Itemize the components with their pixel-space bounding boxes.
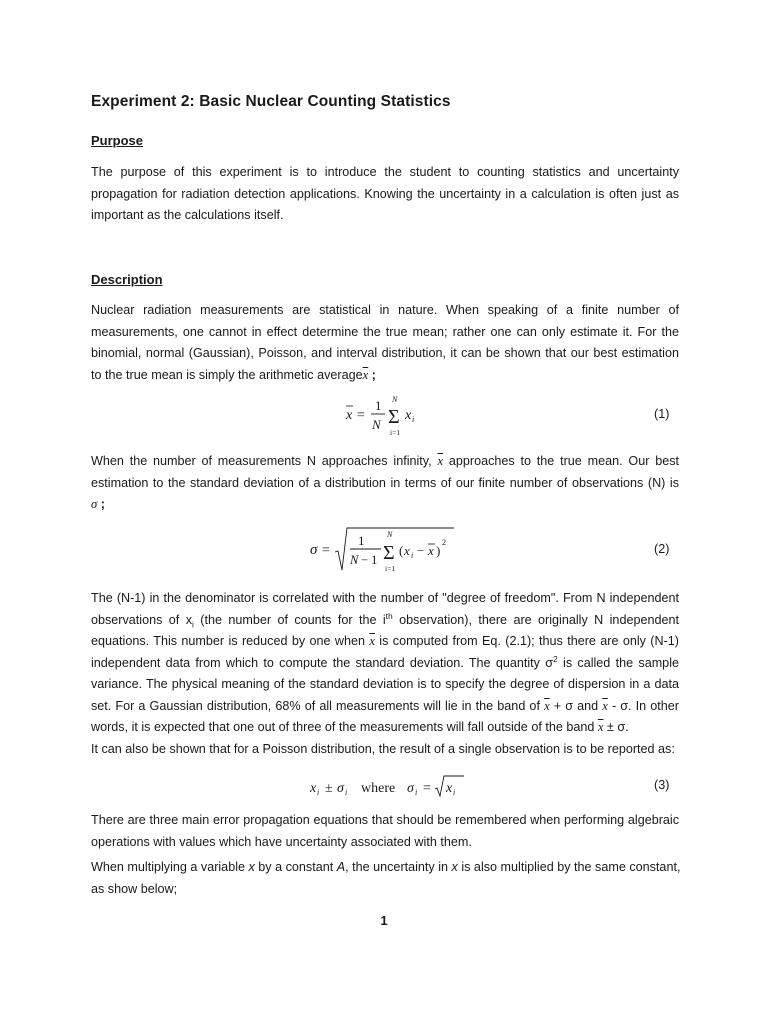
svg-text:i: i xyxy=(345,788,348,797)
description-line: There are three main error propagation equations that should be remembered when performing algebraic xyxy=(91,813,679,827)
svg-text:2: 2 xyxy=(442,538,446,547)
svg-text:i: i xyxy=(317,788,320,797)
description-line: binomial, normal (Gaussian), Poisson, and interval distribution, it can be shown that our best estimation xyxy=(91,346,679,360)
svg-text:σ: σ xyxy=(407,781,414,796)
equation-3-poisson xyxy=(306,772,466,802)
purpose-heading: Purpose xyxy=(91,133,144,148)
svg-text:=: = xyxy=(357,408,365,423)
description-paragraph-1 xyxy=(91,300,679,386)
xbar-symbol: $\overline{x}$ xyxy=(544,698,550,713)
svg-text:x: x xyxy=(405,408,412,423)
description-paragraph-2 xyxy=(91,451,679,516)
xbar-symbol: $\overline{x}$ xyxy=(369,634,375,648)
description-line: estimation to the standard deviation of a distribution in terms of our finite number of observations (N) is xyxy=(91,475,679,490)
equation-1-label: (1) xyxy=(654,407,670,421)
description-line: variance. The physical meaning of the standard deviation is to specify the degree of dispersion in a data xyxy=(91,677,679,691)
svg-text:N: N xyxy=(387,530,393,539)
purpose-paragraph xyxy=(91,162,679,227)
equation-2-label: (2) xyxy=(654,542,670,556)
svg-text:N: N xyxy=(372,417,381,432)
purpose-line: propagation for radiation detection applications. Knowing the uncertainty in a calculation is often just as xyxy=(91,186,679,201)
svg-text:1: 1 xyxy=(358,533,365,548)
xbar-symbol: $\overline{x}$ xyxy=(597,720,604,734)
description-line: independent data from which to compute the standard deviation. The quantity $\sigma^2$ is called the sample xyxy=(91,653,679,670)
description-line: Nuclear radiation measurements are statistical in nature. When speaking of a finite number of xyxy=(91,303,679,317)
description-paragraph-3 xyxy=(91,588,679,739)
svg-text:±: ± xyxy=(325,781,333,796)
xbar-symbol: $\overline{x}$ xyxy=(602,698,608,713)
svg-text:i: i xyxy=(415,788,418,797)
svg-text:− 1: − 1 xyxy=(361,553,378,567)
svg-text:=: = xyxy=(423,781,431,796)
description-line: measurements, one cannot in effect determine the true mean; rather one can only estimate it. For the xyxy=(91,324,679,339)
purpose-line: The purpose of this experiment is to introduce the student to counting statistics and uncertainty xyxy=(91,165,679,179)
svg-text:i: i xyxy=(412,415,415,424)
svg-text:−: − xyxy=(417,543,425,558)
svg-text:i=1: i=1 xyxy=(390,428,401,437)
xbar-symbol: $\overline{x}$ xyxy=(437,454,444,468)
description-line: σ ; xyxy=(91,497,105,511)
description-line: The (N-1) in the denominator is correlated with the number of "degree of freedom". From N independent xyxy=(91,591,679,605)
description-heading: Description xyxy=(91,272,163,287)
svg-text:σ: σ xyxy=(310,542,318,558)
description-line: When multiplying a variable x by a constant A, the uncertainty in x is also multiplied by the same constant, xyxy=(91,860,681,874)
svg-text:σ: σ xyxy=(337,781,344,796)
svg-text:x: x xyxy=(446,781,453,796)
svg-text:x: x xyxy=(310,781,317,796)
description-line: operations with values which have uncertainty associated with them. xyxy=(91,834,472,849)
svg-text:N: N xyxy=(350,553,359,567)
description-line: It can also be shown that for a Poisson distribution, the result of a single observation is to be reported as: xyxy=(91,742,675,756)
description-line: words, it is expected that one out of three of the measurements will fall outside of the band $\overline{x} \pm \sigma$. xyxy=(91,720,629,734)
description-line: set. For a Gaussian distribution, 68% of all measurements will lie in the band of $\overline{x} + \sigma$ and $\overline{x}$ - σ. In other xyxy=(91,698,679,713)
equation-1-mean xyxy=(340,390,430,438)
svg-text:(: ( xyxy=(399,543,404,558)
document-title: Experiment 2: Basic Nuclear Counting Statistics xyxy=(91,93,451,110)
svg-text:x: x xyxy=(428,543,434,558)
svg-text:x: x xyxy=(404,543,410,558)
svg-text:): ) xyxy=(436,543,441,558)
svg-text:N: N xyxy=(392,395,398,404)
sigma-symbol: σ xyxy=(91,497,98,511)
svg-text:where: where xyxy=(361,781,396,796)
svg-text:i: i xyxy=(453,788,456,797)
svg-text:x: x xyxy=(346,408,353,423)
description-paragraph-6 xyxy=(91,857,679,900)
description-paragraph-5 xyxy=(91,810,679,853)
purpose-line: important as the calculations itself. xyxy=(91,208,284,222)
equation-2-std-deviation xyxy=(308,522,468,578)
description-line: When the number of measurements N approaches infinity, $\overline{x}$ approaches to the true mean. Our best xyxy=(91,454,679,468)
xbar-symbol: $\overline{x}$ xyxy=(362,367,369,382)
description-paragraph-4 xyxy=(91,739,679,761)
description-line: to the true mean is simply the arithmetic $average\overline{x}$ ; xyxy=(91,367,376,382)
description-line: equations. This number is reduced by one when $\overline{x}$ is computed from Eq. (2.1); thus there are only (N-1) xyxy=(91,634,679,648)
svg-text:=: = xyxy=(322,543,330,558)
page-number: 1 xyxy=(380,913,388,928)
description-line: observations of $x_i$ (the number of counts for the $i^{th}$ observation), there are originally N independent xyxy=(91,610,679,630)
svg-text:i: i xyxy=(411,551,414,560)
svg-text:Σ: Σ xyxy=(388,406,400,428)
equation-3-label: (3) xyxy=(654,778,670,792)
svg-text:i=1: i=1 xyxy=(385,564,396,573)
svg-text:1: 1 xyxy=(375,398,382,413)
description-line: as show below; xyxy=(91,881,178,896)
svg-text:Σ: Σ xyxy=(383,542,395,564)
